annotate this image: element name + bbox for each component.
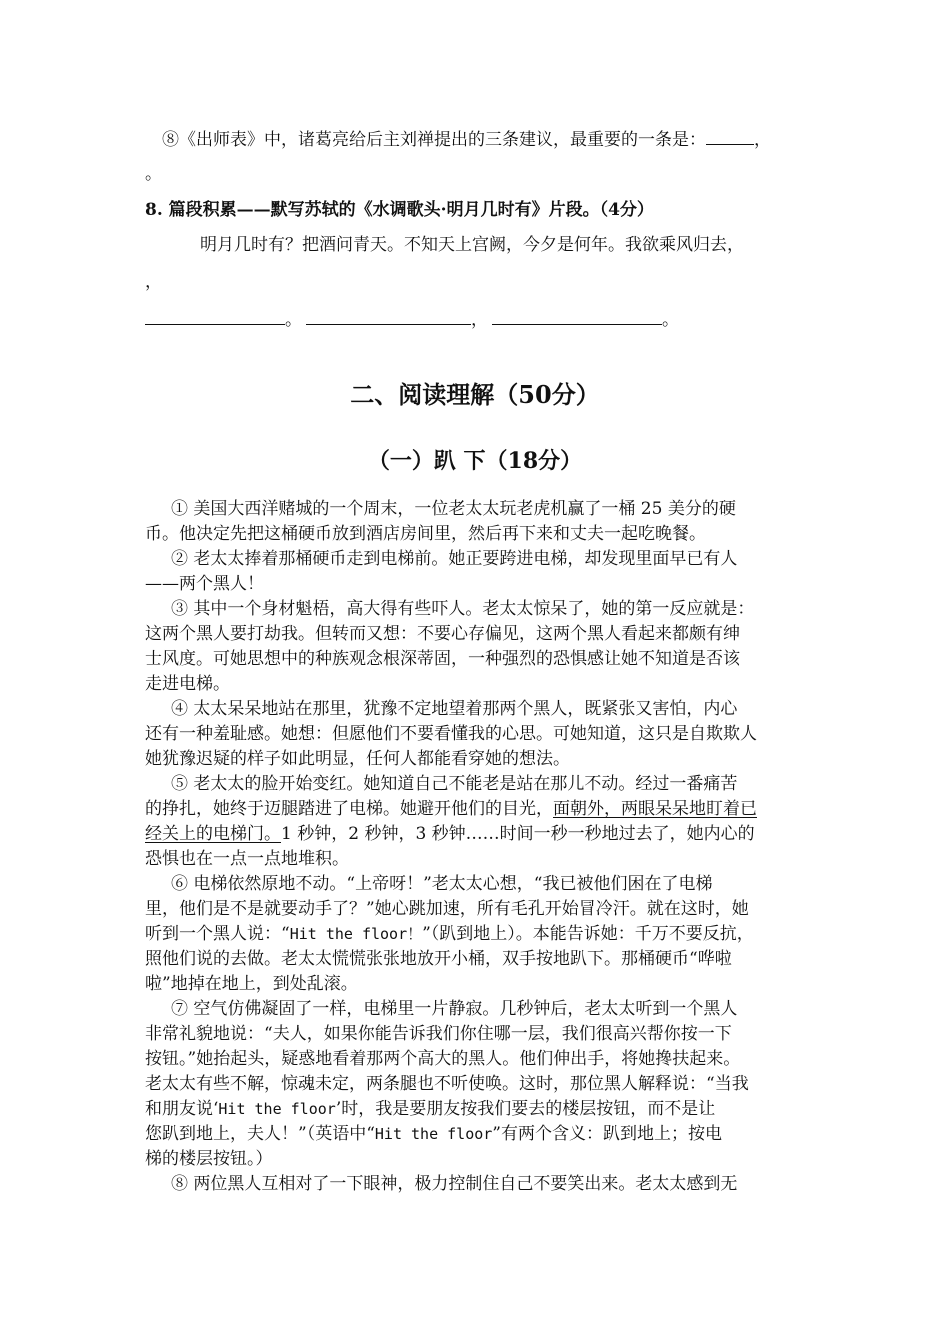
section-title: 二、阅读理解（50分） xyxy=(350,380,600,409)
reading-title: （一）趴 下（18分） xyxy=(367,448,583,474)
paragraph-6: ⑥ 电梯依然原地不动。“上帝呀！”老太太心想，“我已被他们困在了电梯 xyxy=(171,874,713,894)
item8-text: ⑧《出师表》中，诸葛亮给后主刘禅提出的三条建议，最重要的一条是： xyxy=(162,130,706,150)
answer-blank-1[interactable] xyxy=(145,307,285,325)
paragraph-line: 老太太有些不解，惊魂未定，两条腿也不听使唤。这时，那位黑人解释说：“当我 xyxy=(145,1074,749,1094)
answer-blank[interactable] xyxy=(706,127,754,145)
paragraph-line: 和朋友说‘Hit the floor’时，我是要朋友按我们要去的楼层按钮，而不是让 xyxy=(145,1099,716,1119)
paragraph-line: 梯的楼层按钮。） xyxy=(145,1149,273,1169)
paragraph-line: 币。他决定先把这桶硬币放到酒店房间里，然后再下来和丈夫一起吃晚餐。 xyxy=(145,524,706,544)
answer-blank-2[interactable] xyxy=(306,307,471,325)
paragraph-line: 经关上的电梯门。1 秒钟，2 秒钟，3 秒钟……时间一秒一秒地过去了，她内心的 xyxy=(145,824,755,844)
paragraph-7: ⑦ 空气仿佛凝固了一样，电梯里一片静寂。几秒钟后，老太太听到一个黑人 xyxy=(171,999,738,1019)
paragraph-line: 她犹豫迟疑的样子如此明显，任何人都能看穿她的想法。 xyxy=(145,749,570,769)
paragraph-4: ④ 太太呆呆地站在那里，犹豫不定地望着那两个黑人，既紧张又害怕，内心 xyxy=(171,699,738,719)
paragraph-1: ① 美国大西洋赌城的一个周末，一位老太太玩老虎机赢了一桶 25 美分的硬 xyxy=(171,499,736,519)
paragraph-line: 听到一个黑人说：“Hit the floor！”（趴到地上）。本能告诉她：千万不要反抗， xyxy=(145,924,754,944)
paragraph-line: 非常礼貌地说：“夫人，如果你能告诉我们你住哪一层，我们很高兴帮你按一下 xyxy=(145,1024,732,1044)
question-8-comma: ， xyxy=(145,272,162,292)
item8-line: ⑧《出师表》中，诸葛亮给后主刘禅提出的三条建议，最重要的一条是： ， xyxy=(162,127,771,152)
paragraph-line: 里，他们是不是就要动手了？”她心跳加速，所有毛孔开始冒冷汗。就在这时，她 xyxy=(145,899,749,919)
item8-end: 。 xyxy=(145,164,162,184)
paragraph-line: 这两个黑人要打劫我。但转而又想：不要心存偏见，这两个黑人看起来都颇有绅 xyxy=(145,624,740,644)
paragraph-3: ③ 其中一个身材魁梧，高大得有些吓人。老太太惊呆了，她的第一反应就是： xyxy=(171,599,755,619)
underlined-sentence: 经关上的电梯门。 xyxy=(145,824,281,844)
underlined-sentence: 面朝外，两眼呆呆地盯着已 xyxy=(553,799,757,819)
paragraph-line: ——两个黑人！ xyxy=(145,574,264,594)
question-8-text: 明月几时有？把酒问青天。不知天上宫阙，今夕是何年。我欲乘风归去， xyxy=(200,235,744,255)
paragraph-line: 走进电梯。 xyxy=(145,674,230,694)
question-8-title: 8. 篇段积累——默写苏轼的《水调歌头·明月几时有》片段。（4分） xyxy=(145,200,654,220)
paragraph-line: 士风度。可她思想中的种族观念根深蒂固，一种强烈的恐惧感让她不知道是否该 xyxy=(145,649,740,669)
paragraph-line: 的挣扎，她终于迈腿踏进了电梯。她避开他们的目光，面朝外，两眼呆呆地盯着已 xyxy=(145,799,757,819)
paragraph-2: ② 老太太捧着那桶硬币走到电梯前。她正要跨进电梯，却发现里面早已有人 xyxy=(171,549,738,569)
paragraph-line: 还有一种羞耻感。她想：但愿他们不要看懂我的心思。可她知道，这只是自欺欺人 xyxy=(145,724,757,744)
paragraph-line: 啦”地掉在地上，到处乱滚。 xyxy=(145,974,358,994)
paragraph-8: ⑧ 两位黑人互相对了一下眼神，极力控制住自己不要笑出来。老太太感到无 xyxy=(171,1174,738,1194)
paragraph-line: 恐惧也在一点一点地堆积。 xyxy=(145,849,349,869)
answer-blank-3[interactable] xyxy=(492,307,662,325)
paragraph-5: ⑤ 老太太的脸开始变红。她知道自己不能老是站在那儿不动。经过一番痛苦 xyxy=(171,774,738,794)
paragraph-line: 您趴到地上，夫人！”（英语中“Hit the floor”有两个含义：趴到地上；按电 xyxy=(145,1124,722,1144)
paragraph-line: 按钮。”她抬起头，疑惑地看着那两个高大的黑人。他们伸出手，将她搀扶起来。 xyxy=(145,1049,741,1069)
question-8-blanks: 。 ， 。 xyxy=(145,307,679,332)
paragraph-line: 照他们说的去做。老太太慌慌张张地放开小桶，双手按地趴下。那桶硬币“哗啦 xyxy=(145,949,732,969)
